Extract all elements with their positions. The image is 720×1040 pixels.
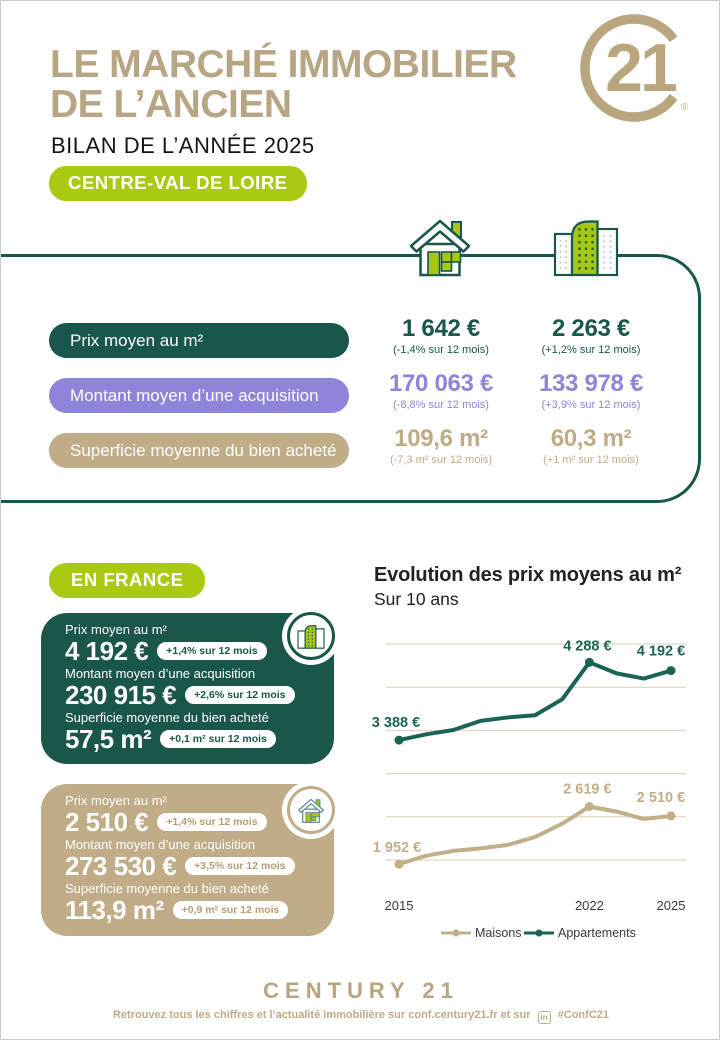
- building-icon: [297, 623, 325, 649]
- stat-value: 170 063 €: [388, 370, 494, 397]
- svg-text:2 510 €: 2 510 €: [636, 789, 686, 806]
- footer-site-url: conf.century21.fr: [408, 1009, 498, 1021]
- stat-cell-area-maisons: [365, 425, 517, 466]
- stat-cell-price-appartements: [515, 315, 667, 356]
- building-icon: [553, 215, 619, 277]
- svg-text:4 192 €: 4 192 €: [636, 643, 686, 660]
- svg-text:2 619 €: 2 619 €: [563, 781, 612, 798]
- france-item-value: 2 510 €: [65, 806, 149, 837]
- price-evolution-chart: [359, 627, 703, 949]
- svg-text:Maisons: Maisons: [475, 926, 522, 940]
- page-title: [50, 45, 517, 125]
- stat-value: 133 978 €: [538, 370, 644, 397]
- france-item-change-badge: +3,5% sur 12 mois: [185, 857, 294, 875]
- france-item-change-badge: +0,1 m² sur 12 mois: [160, 730, 276, 748]
- maisons-circle-badge: [287, 786, 335, 834]
- house-icon: [407, 213, 473, 279]
- house-icon: [297, 796, 325, 824]
- stat-value: 1 642 €: [402, 315, 480, 342]
- france-item-label: Montant moyen d’une acquisition: [65, 837, 256, 852]
- page-title-line2: DE L’ANCIEN: [50, 83, 292, 126]
- france-item-value: 273 530 €: [65, 850, 177, 881]
- stat-value: 2 263 €: [552, 315, 630, 342]
- linkedin-icon: in: [538, 1011, 551, 1024]
- stat-row-label-amount: Montant moyen d’une acquisition: [49, 378, 349, 413]
- stat-row-label-price: Prix moyen au m²: [49, 323, 349, 358]
- svg-text:2025: 2025: [656, 898, 686, 913]
- france-item-label: Prix moyen au m²: [65, 622, 167, 637]
- footer-hashtag: #ConfC21: [557, 1009, 609, 1021]
- france-item-value: 4 192 €: [65, 635, 149, 666]
- france-item-change-badge: +1,4% sur 12 mois: [157, 813, 266, 831]
- france-badge: EN FRANCE: [49, 563, 205, 598]
- footer-tagline-text: Retrouvez tous les chiffres et l’actualité immobilière sur: [112, 1009, 406, 1021]
- stat-change: (-8,8% sur 12 mois): [393, 399, 489, 411]
- footer-brand: CENTURY 21: [263, 978, 459, 1003]
- svg-text:21: 21: [605, 30, 675, 106]
- stat-change: (+3,9% sur 12 mois): [541, 399, 641, 411]
- region-badge: CENTRE-VAL DE LOIRE: [49, 166, 307, 201]
- france-item-value: 230 915 €: [65, 679, 177, 710]
- france-item-label: Prix moyen au m²: [65, 793, 167, 808]
- svg-text:4 288 €: 4 288 €: [563, 638, 612, 655]
- page-subtitle: BILAN DE L’ANNÉE 2025: [51, 133, 315, 158]
- stat-change: (+1 m² sur 12 mois): [543, 454, 639, 466]
- france-item-change-badge: +1,4% sur 12 mois: [157, 642, 266, 660]
- stat-cell-amount-maisons: [365, 370, 517, 411]
- france-item-change-badge: +2,6% sur 12 mois: [185, 686, 294, 704]
- stat-change: (-1,4% sur 12 mois): [393, 344, 489, 356]
- svg-text:2015: 2015: [384, 898, 414, 913]
- stat-value: 109,6 m²: [394, 425, 488, 452]
- stat-cell-area-appartements: [515, 425, 667, 466]
- footer-tagline: [1, 1009, 720, 1024]
- svg-text:3 388 €: 3 388 €: [371, 715, 421, 732]
- stat-cell-price-maisons: [365, 315, 517, 356]
- france-item-value: 113,9 m²: [65, 894, 164, 925]
- svg-text:Appartements: Appartements: [558, 926, 636, 940]
- stat-row-label-area: Superficie moyenne du bien acheté: [49, 433, 349, 468]
- footer-tagline-mid: et sur: [500, 1009, 531, 1021]
- stat-cell-amount-appartements: [515, 370, 667, 411]
- france-item-label: Superficie moyenne du bien acheté: [65, 710, 269, 725]
- appartements-circle-badge: [287, 612, 335, 660]
- chart-subtitle: Sur 10 ans: [374, 589, 459, 609]
- stat-change: (-7,3 m² sur 12 mois): [389, 454, 493, 466]
- century21-logo-icon: [577, 9, 695, 127]
- france-item-change-badge: +0,9 m² sur 12 mois: [173, 901, 289, 919]
- stat-value: 60,3 m²: [550, 425, 632, 452]
- france-item-value: 57,5 m²: [65, 723, 152, 754]
- stat-change: (+1,2% sur 12 mois): [541, 344, 641, 356]
- svg-text:®: ®: [681, 102, 689, 113]
- svg-text:2022: 2022: [574, 898, 604, 913]
- page-title-line1: LE MARCHÉ IMMOBILIER: [50, 43, 517, 86]
- france-item-label: Montant moyen d’une acquisition: [65, 666, 256, 681]
- france-item-label: Superficie moyenne du bien acheté: [65, 881, 269, 896]
- chart-title: Evolution des prix moyens au m²: [374, 564, 682, 586]
- svg-text:1 952 €: 1 952 €: [372, 840, 422, 857]
